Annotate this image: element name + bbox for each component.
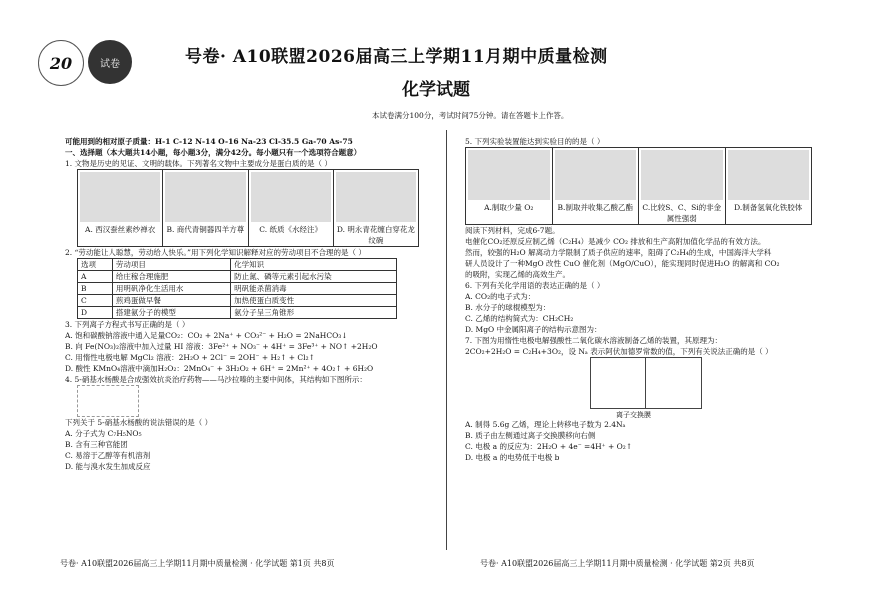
column-divider: [446, 130, 447, 550]
q4-option-b: B. 含有三种官能团: [65, 440, 128, 449]
q7-option-d: D. 电极 a 的电势低于电极 b: [465, 453, 560, 462]
q5-option-b: B.制取并收集乙酸乙酯: [553, 148, 640, 224]
q3-option-b: B. 向 Fe(NO₃)₂溶液中加入过量 HI 溶液：3Fe²⁺ + NO₃⁻ + 4H⁺ = 3Fe³⁺ + NO↑ +2H₂O: [65, 342, 378, 351]
q3-option-c: C. 用惰性电极电解 MgCl₂ 溶液：2H₂O + 2Cl⁻ = 2OH⁻ + H₂↑ + Cl₂↑: [65, 353, 315, 362]
brand-logo: 试卷: [88, 40, 132, 84]
membrane-label: 离子交换膜: [616, 411, 651, 419]
left-column: [65, 136, 433, 472]
q5-option-d: D.制备氢氧化铁胶体: [726, 148, 812, 224]
q4-option-c: C. 易溶于乙醇等有机溶剂: [65, 451, 151, 460]
q7-equation: 2CO₂+2H₂O = C₂H₄+3O₂，设 Nₐ 表示阿伏加德罗常数的值，下列有关说法正确的是（ ）: [465, 347, 773, 356]
q1-option-d: D. 明永青花缠白穿花龙纹碗: [334, 170, 418, 246]
footer-left: 号卷· A10联盟2026届高三上学期11月期中质量检测 · 化学试题 第1页 共8页: [60, 559, 335, 568]
q4-option-a: A. 分子式为 C₇H₅NO₅: [65, 429, 142, 438]
q6-option-c: C. 乙烯的结构简式为：CH₂CH₂: [465, 314, 574, 323]
material-line: 的吸附，实现乙烯的高效生产。: [465, 270, 570, 279]
q1-option-a: A. 西汉蚕丝素纱禅衣: [78, 170, 163, 246]
page-subtitle: 化学试题: [402, 80, 470, 100]
reading-heading: 阅读下列材料，完成6-7题。: [465, 226, 560, 235]
q6-option-a: A. CO₂的电子式为：: [465, 292, 536, 301]
q3-option-d: D. 酸性 KMnO₄溶液中滴加H₂O₂：2MnO₄⁻ + 3H₂O₂ + 6H⁺ = 2Mn²⁺ + 4O₂↑ + 6H₂O: [65, 364, 374, 373]
school-logo: 20: [38, 40, 84, 86]
exam-note: 本试卷满分100分，考试时间75分钟。请在答题卡上作答。: [372, 111, 569, 120]
question-3: 3. 下列离子方程式书写正确的是（ ）: [65, 320, 190, 329]
q6-option-b: B. 水分子的球棍模型为：: [465, 303, 551, 312]
q1-images: [77, 169, 419, 247]
q5-images: [465, 147, 812, 225]
q4-sub: 下列关于 5-硝基水杨酸的说法错误的是（ ）: [65, 418, 213, 427]
q4-option-d: D. 能与溴水发生加成反应: [65, 462, 151, 471]
electrolysis-diagram: [590, 357, 702, 419]
question-2: 2. “劳动能让人聪慧，劳动给人快乐。”用下列化学知识解释对应的劳动项目不合理的是（ ）: [65, 248, 366, 257]
q1-option-c: C. 纸质《水经注》: [249, 170, 334, 246]
question-1: 1. 文物是历史的见证、文明的载体。下列著名文物中主要成分是蛋白质的是（ ）: [65, 159, 332, 168]
section-heading: 一、选择题（本大题共14小题，每小题3分，满分42分。每小题只有一个选项符合题意）: [65, 148, 362, 157]
question-5: 5. 下列实验装置能达到实验目的的是（ ）: [465, 137, 605, 146]
q5-option-c: C.比较S、C、Si的非金属性强弱: [639, 148, 726, 224]
material-line: 电催化CO₂还原反应制乙烯（C₂H₄）是减少 CO₂ 排放和生产高附加值化学品的有效方法。: [465, 237, 766, 246]
q5-option-a: A.制取少量 O₂: [466, 148, 553, 224]
material-line: 然而，较强的H₂O 解离动力学限制了质子供应的速率，阻碍了C₂H₄的生成，中国海洋大学科: [465, 248, 772, 257]
right-column: [465, 136, 835, 463]
page-title: 号卷· A10联盟2026届高三上学期11月期中质量检测: [185, 47, 608, 67]
atomic-masses: 可能用到的相对原子质量：H-1 C-12 N-14 O-16 Na-23 Cl-35.5 Ga-70 As-75: [65, 137, 353, 146]
question-4: 4. 5-硝基水杨酸是合成强效抗炎治疗药物——马沙拉嗪的主要中间体，其结构如下图所示：: [65, 375, 367, 384]
header: [0, 0, 870, 120]
q7-option-c: C. 电极 a 的反应为：2H₂O + 4e⁻ =4H⁺ + O₂↑: [465, 442, 633, 451]
footer-right: 号卷· A10联盟2026届高三上学期11月期中质量检测 · 化学试题 第2页 共8页: [480, 559, 755, 568]
material-line: 研人员设计了一种MgO 改性 CuO 催化剂（MgO/CuO），能实现同时促进H₂O 的解离和 CO₂: [465, 259, 780, 268]
question-7: 7. 下图为用惰性电极电解强酸性二氧化碳水溶液制备乙烯的装置，其原理为：: [465, 336, 723, 345]
q7-option-a: A. 制得 5.6g 乙烯，理论上转移电子数为 2.4Nₐ: [465, 420, 626, 429]
molecule-structure: [77, 385, 139, 417]
q1-option-b: B. 商代青铜器四羊方尊: [163, 170, 248, 246]
q2-table: 选项 劳动项目 化学知识 A 给庄稼合理施肥 防止氮、磷等元素引起水污染 B 用明矾净化生活用水 明矾能杀菌消毒 C 煎鸡蛋做早餐 加热使蛋白质变性 D 搭建氨分子的模型 氨分子呈三角锥形: [77, 258, 397, 319]
q6-option-d: D. MgO 中金属阳离子的结构示意图为：: [465, 325, 602, 334]
question-6: 6. 下列有关化学用语的表达正确的是（ ）: [465, 281, 605, 290]
q3-option-a: A. 饱和碳酸钠溶液中通入足量CO₂：CO₂ + 2Na⁺ + CO₃²⁻ + H₂O = 2NaHCO₃↓: [65, 331, 348, 340]
q7-option-b: B. 质子由左侧通过离子交换膜移向右侧: [465, 431, 596, 440]
